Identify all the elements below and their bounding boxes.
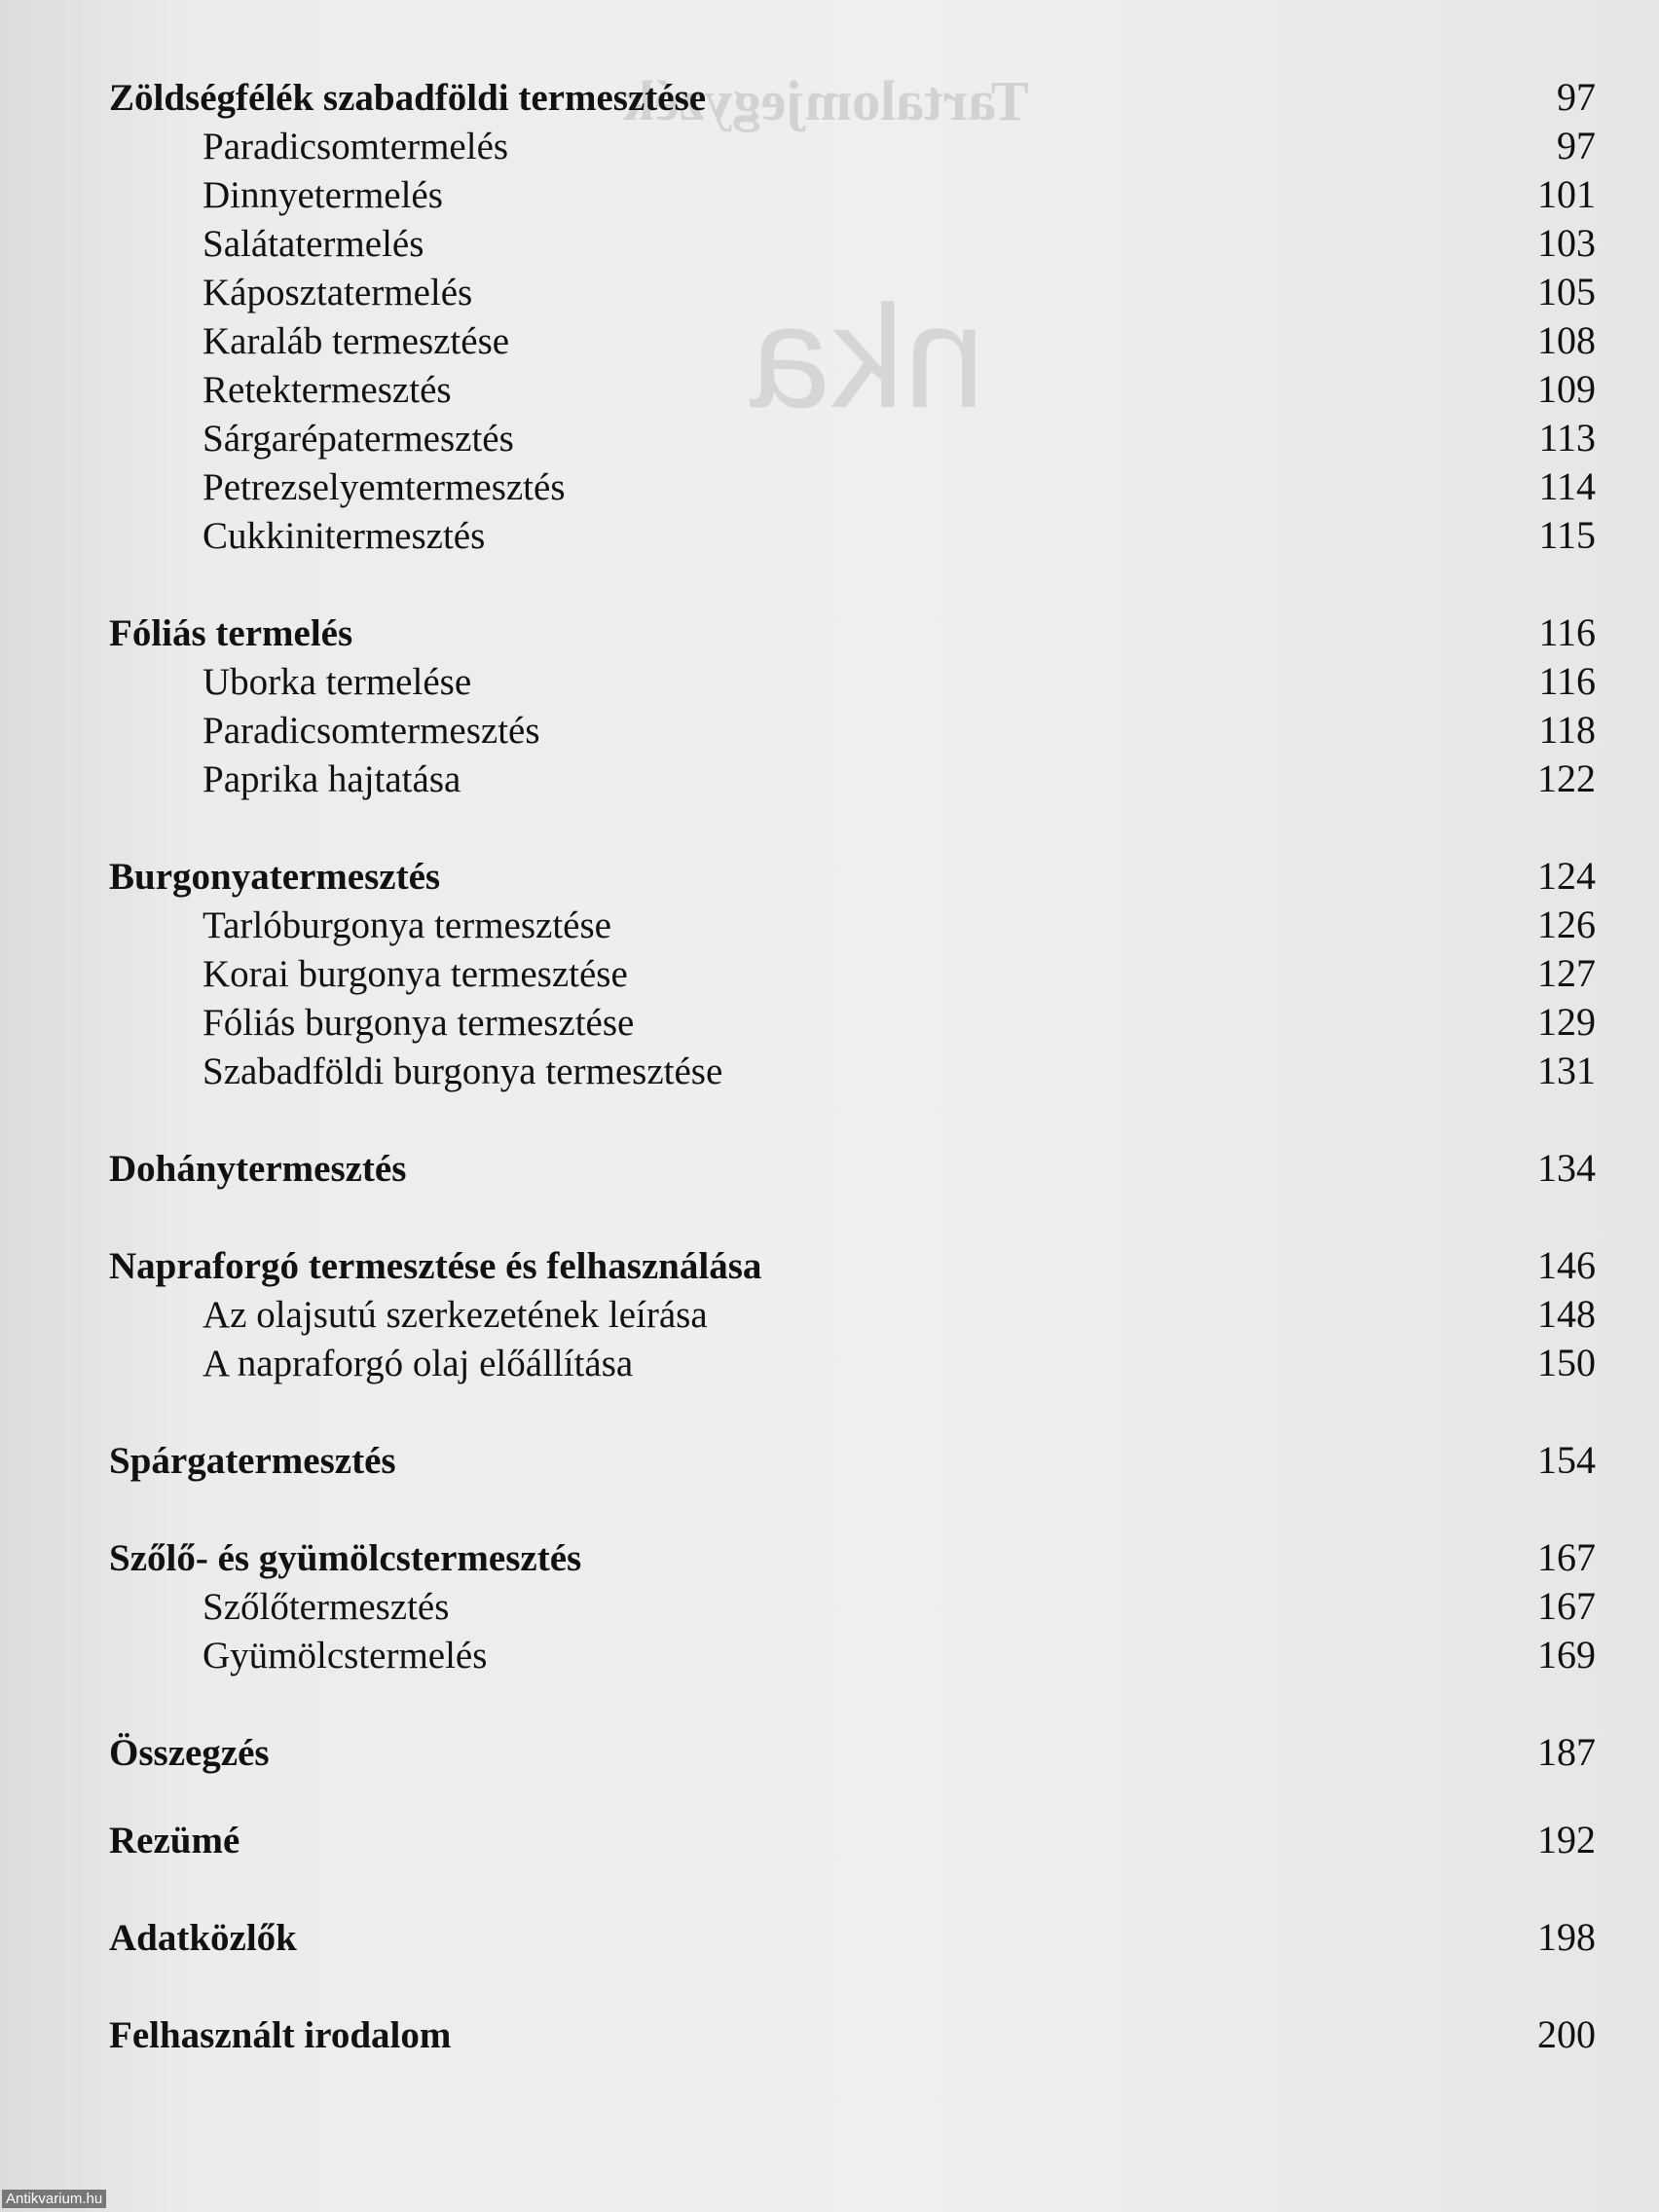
- toc-label: Cukkinitermesztés: [203, 515, 486, 557]
- watermark: Antikvarium.hu: [2, 2190, 106, 2208]
- toc-entry: [203, 416, 1596, 460]
- toc-entry: [203, 367, 1596, 411]
- toc-label: Szabadföldi burgonya termesztése: [203, 1051, 723, 1092]
- toc-page-number: 146: [1537, 1243, 1596, 1287]
- toc-label: Petrezselyemtermesztés: [203, 466, 566, 508]
- toc-section: [109, 610, 1596, 654]
- toc-label: Dohánytermesztés: [109, 1148, 407, 1190]
- toc-page-number: 113: [1538, 416, 1596, 460]
- toc-entry: [203, 513, 1596, 557]
- toc-page-number: 101: [1537, 172, 1596, 216]
- toc-label: A napraforgó olaj előállítása: [203, 1343, 634, 1384]
- toc-label: Napraforgó termesztése és felhasználása: [109, 1245, 762, 1287]
- toc-label: Felhasznált irodalom: [109, 2014, 452, 2056]
- toc-entry: [203, 172, 1596, 216]
- toc-page-number: 154: [1537, 1438, 1596, 1482]
- toc-entry: [203, 905, 1596, 944]
- toc-entry: [203, 1341, 1596, 1384]
- toc-page-number: 97: [1557, 124, 1596, 167]
- toc-label: Szőlőtermesztés: [203, 1586, 450, 1628]
- toc-section: [109, 1438, 1596, 1482]
- toc-entry: [203, 1000, 1596, 1044]
- toc-label: Rezümé: [109, 1820, 240, 1862]
- toc-label: Káposztatermelés: [203, 272, 473, 313]
- toc-section: [109, 1818, 1596, 1862]
- toc-page-number: 114: [1538, 464, 1596, 508]
- toc-page-number: 103: [1537, 221, 1596, 265]
- toc-label: Zöldségfélék szabadföldi termesztése: [109, 77, 707, 119]
- toc-section: [109, 1146, 1596, 1190]
- toc-label: Salátatermelés: [203, 223, 424, 265]
- toc-label: Sárgarépatermesztés: [203, 418, 514, 460]
- toc-page-number: 105: [1537, 270, 1596, 313]
- toc-page-number: 127: [1537, 951, 1596, 995]
- toc-entry: [203, 659, 1596, 703]
- toc-page-number: 109: [1537, 367, 1596, 411]
- toc-entry: [203, 318, 1596, 362]
- toc-entry: [203, 756, 1596, 800]
- toc-page-number: 187: [1537, 1730, 1596, 1774]
- toc-section: [109, 1730, 1596, 1774]
- toc-entry: [203, 1292, 1596, 1336]
- toc-entry: [203, 1584, 1596, 1628]
- toc-entry: [203, 951, 1596, 995]
- toc-page-number: 169: [1537, 1633, 1596, 1677]
- toc-page-number: 115: [1538, 513, 1596, 557]
- toc-label: Burgonyatermesztés: [109, 856, 441, 898]
- toc-page-number: 108: [1537, 318, 1596, 362]
- toc-label: Karaláb termesztése: [203, 320, 510, 362]
- toc-page-number: 129: [1537, 1000, 1596, 1044]
- toc-label: Dinnyetermelés: [203, 174, 443, 216]
- toc-label: Szőlő- és gyümölcstermesztés: [109, 1537, 582, 1579]
- toc-label: Tarlóburgonya termesztése: [203, 904, 611, 946]
- toc-section: [109, 854, 1596, 898]
- toc-page-number: 118: [1538, 708, 1596, 752]
- toc-entry: [203, 124, 1596, 167]
- toc-label: Az olajsutú szerkezetének leírása: [203, 1294, 708, 1336]
- toc-label: Retektermesztés: [203, 369, 452, 411]
- toc-section: [109, 1535, 1596, 1579]
- toc-section: [109, 1243, 1596, 1287]
- toc-section: [109, 2012, 1596, 2056]
- toc-label: Fóliás termelés: [109, 612, 353, 654]
- toc-label: Paprika hajtatása: [203, 758, 461, 800]
- toc-entry: [203, 708, 1596, 752]
- toc-entry: [203, 464, 1596, 508]
- toc-section: [109, 75, 1596, 119]
- toc-entry: [203, 221, 1596, 265]
- toc-page-number: 116: [1538, 610, 1596, 654]
- toc-page-number: 97: [1557, 75, 1596, 119]
- toc-page-number: 134: [1537, 1146, 1596, 1190]
- toc-label: Spárgatermesztés: [109, 1440, 396, 1482]
- toc-section: [109, 1915, 1596, 1959]
- toc-page-number: 126: [1537, 903, 1596, 946]
- toc-label: Összegzés: [109, 1732, 270, 1774]
- toc-label: Adatközlők: [109, 1917, 297, 1959]
- toc-label: Fóliás burgonya termesztése: [203, 1002, 635, 1044]
- toc-page-number: 124: [1537, 854, 1596, 898]
- toc-page-number: 200: [1537, 2012, 1596, 2056]
- toc-page-number: 198: [1537, 1915, 1596, 1959]
- show-through-title: Tartalomjegyzék: [623, 69, 1029, 132]
- toc-page-number: 122: [1537, 756, 1596, 800]
- toc-label: Gyümölcstermelés: [203, 1635, 488, 1677]
- show-through-logo: nka: [750, 275, 985, 438]
- toc-entry: [203, 270, 1596, 313]
- toc-entry: [203, 1051, 1596, 1090]
- toc-page-number: 148: [1537, 1292, 1596, 1336]
- toc-page-number: 116: [1538, 659, 1596, 703]
- toc-label: Korai burgonya termesztése: [203, 953, 628, 995]
- toc-entry: [203, 1633, 1596, 1677]
- toc-label: Uborka termelése: [203, 661, 472, 703]
- toc-label: Paradicsomtermesztés: [203, 710, 540, 752]
- toc-page-number: 131: [1537, 1049, 1596, 1092]
- toc-page-number: 167: [1537, 1535, 1596, 1579]
- toc-page-number: 192: [1537, 1818, 1596, 1862]
- toc-page-number: 150: [1537, 1341, 1596, 1384]
- toc-label: Paradicsomtermelés: [203, 126, 509, 167]
- toc-page-number: 167: [1537, 1584, 1596, 1628]
